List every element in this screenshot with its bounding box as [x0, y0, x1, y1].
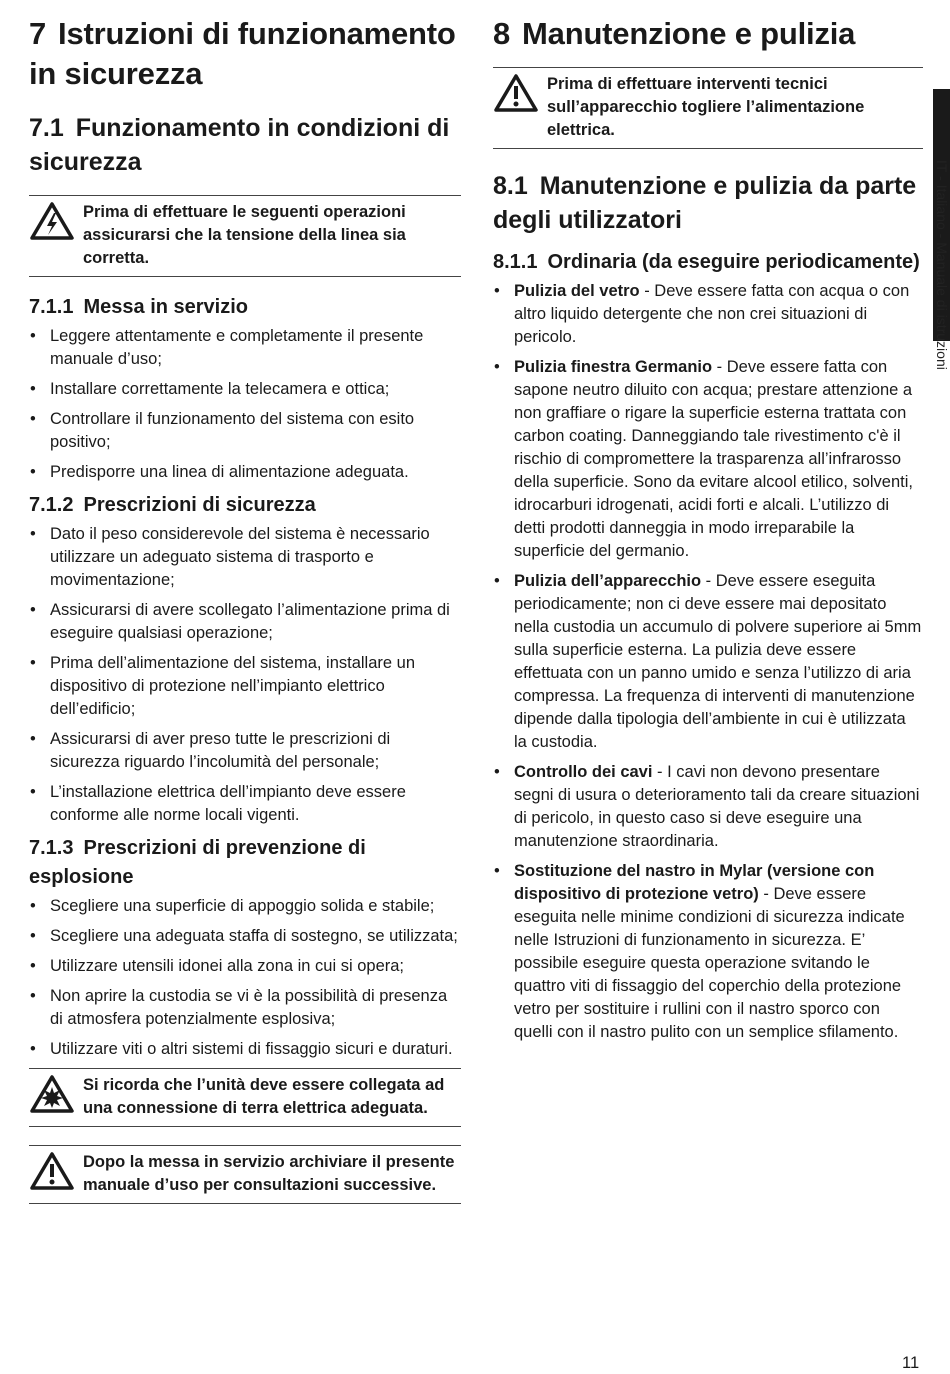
list-item: • Pulizia dell’apparecchio - Deve essere eseguita periodicamente; non ci deve essere mai depositato nella custodia un accumulo di polvere superiore ai 5mm sulla superficie esterna. La pulizia deve essere effettuata con un panno umido e senza l’utilizzo di aria compressa. La frequenza di interventi di manutenzione dipende dalla tipologia dell’ambiente in cui è utilizzata la custodia. — [493, 570, 923, 754]
warning-box-archive-manual — [29, 1145, 461, 1204]
section-8-1-heading: 8.1 Manutenzione e pulizia da parte degli utilizzatori — [493, 172, 917, 234]
list-item: • Scegliere una superficie di appoggio solida e stabile; — [29, 895, 461, 918]
list-item: • Assicurarsi di aver preso tutte le prescrizioni di sicurezza riguardo l’incolumità del personale; — [29, 728, 461, 774]
left-column — [29, 14, 461, 1204]
list-item: • Sostituzione del nastro in Mylar (versione con dispositivo di protezione vetro) - Deve essere eseguita nelle minime condizioni di sicurezza indicate nelle Istruzioni di funzionamento in sicurezza. E’ possibile eseguire questa operazione svitando le quattro viti di fissaggio del coperchio della protezione vetro per sostituire i rullini con il nastro sporco con quelli con il nastro pulito con un semplice sfilamento. — [493, 860, 923, 1044]
section-7-1-1-heading: 7.1.1 Messa in servizio — [29, 296, 249, 318]
list-prevenzione-esplosione — [29, 895, 461, 1061]
section-7-heading: 7 Istruzioni di funzionamento in sicurezza — [29, 16, 456, 91]
list-item: • Pulizia finestra Germanio - Deve essere fatta con sapone neutro diluito con acqua; prestare attenzione a non graffiare o rigare la superficie esterna trattata con carbon coating. Danneggiando tale rivestimento c'è il rischio di compromettere la trasparenza all’infrarosso della superficie. Sono da evitare alcool etilico, solventi, idrocarburi idrogenati, acidi forti e alcali. L’utilizzo di detti prodotti danneggia in modo irreparabile la superficie del germanio. — [493, 356, 923, 563]
list-item: • Utilizzare utensili idonei alla zona in cui si opera; — [29, 955, 461, 978]
warning-text: Prima di effettuare le seguenti operazioni assicurarsi che la tensione della linea sia corretta. — [83, 203, 406, 267]
explosion-hazard-icon — [29, 1074, 75, 1114]
section-7-1-heading: 7.1 Funzionamento in condizioni di sicurezza — [29, 114, 450, 176]
section-7-1-3-heading: 7.1.3 Prescrizioni di prevenzione di esplosione — [29, 837, 366, 888]
list-messa-in-servizio — [29, 325, 461, 484]
warning-text: Si ricorda che l’unità deve essere collegata ad una connessione di terra elettrica adeguata. — [83, 1076, 445, 1117]
list-item: • Prima dell’alimentazione del sistema, installare un dispositivo di protezione nell’impianto elettrico dell’edificio; — [29, 652, 461, 721]
list-item: • Leggere attentamente e completamente il presente manuale d’uso; — [29, 325, 461, 371]
list-item: • Predisporre una linea di alimentazione adeguata. — [29, 461, 461, 484]
list-item: • Installare correttamente la telecamera e ottica; — [29, 378, 461, 401]
list-item: • Scegliere una adeguata staffa di sostegno, se utilizzata; — [29, 925, 461, 948]
list-item: • Controllare il funzionamento del sistema con esito positivo; — [29, 408, 461, 454]
list-item: • Pulizia del vetro - Deve essere fatta con acqua o con altro liquido detergente che non crei situazioni di pericolo. — [493, 280, 923, 349]
list-prescrizioni-sicurezza — [29, 523, 461, 827]
list-item: • Dato il peso considerevole del sistema è necessario utilizzare un adeguato sistema di trasporto e movimentazione; — [29, 523, 461, 592]
list-item: • Utilizzare viti o altri sistemi di fissaggio sicuri e duraturi. — [29, 1038, 461, 1061]
list-manutenzione-ordinaria — [493, 280, 923, 1044]
side-language-label: IT - Italiano - Manuale di istruzioni — [934, 160, 950, 370]
section-8-heading: 8 Manutenzione e pulizia — [493, 16, 856, 51]
list-item: • L’installazione elettrica dell’impianto deve essere conforme alle norme locali vigenti. — [29, 781, 461, 827]
section-8-1-1-heading: 8.1.1 Ordinaria (da eseguire periodicamente) — [493, 251, 920, 273]
warning-text: Prima di effettuare interventi tecnici sull’apparecchio togliere l’alimentazione elettrica. — [547, 75, 865, 139]
warning-box-voltage — [29, 195, 461, 277]
section-7-1-2-heading: 7.1.2 Prescrizioni di sicurezza — [29, 494, 316, 516]
warning-icon — [29, 1151, 75, 1191]
right-column — [493, 14, 923, 1051]
warning-box-power-off — [493, 67, 923, 149]
list-item: • Controllo dei cavi - I cavi non devono presentare segni di usura o deterioramento tali da creare situazioni di pericolo, in questo caso si deve eseguire una manutenzione straordinaria. — [493, 761, 923, 853]
page-number: 11 — [902, 1354, 920, 1372]
warning-text: Dopo la messa in servizio archiviare il presente manuale d’uso per consultazioni successive. — [83, 1153, 455, 1194]
list-item: • Assicurarsi di avere scollegato l’alimentazione prima di eseguire qualsiasi operazione; — [29, 599, 461, 645]
warning-icon — [493, 73, 539, 113]
list-item: • Non aprire la custodia se vi è la possibilità di presenza di atmosfera potenzialmente esplosiva; — [29, 985, 461, 1031]
warning-box-grounding — [29, 1068, 461, 1127]
electric-hazard-icon — [29, 201, 75, 241]
